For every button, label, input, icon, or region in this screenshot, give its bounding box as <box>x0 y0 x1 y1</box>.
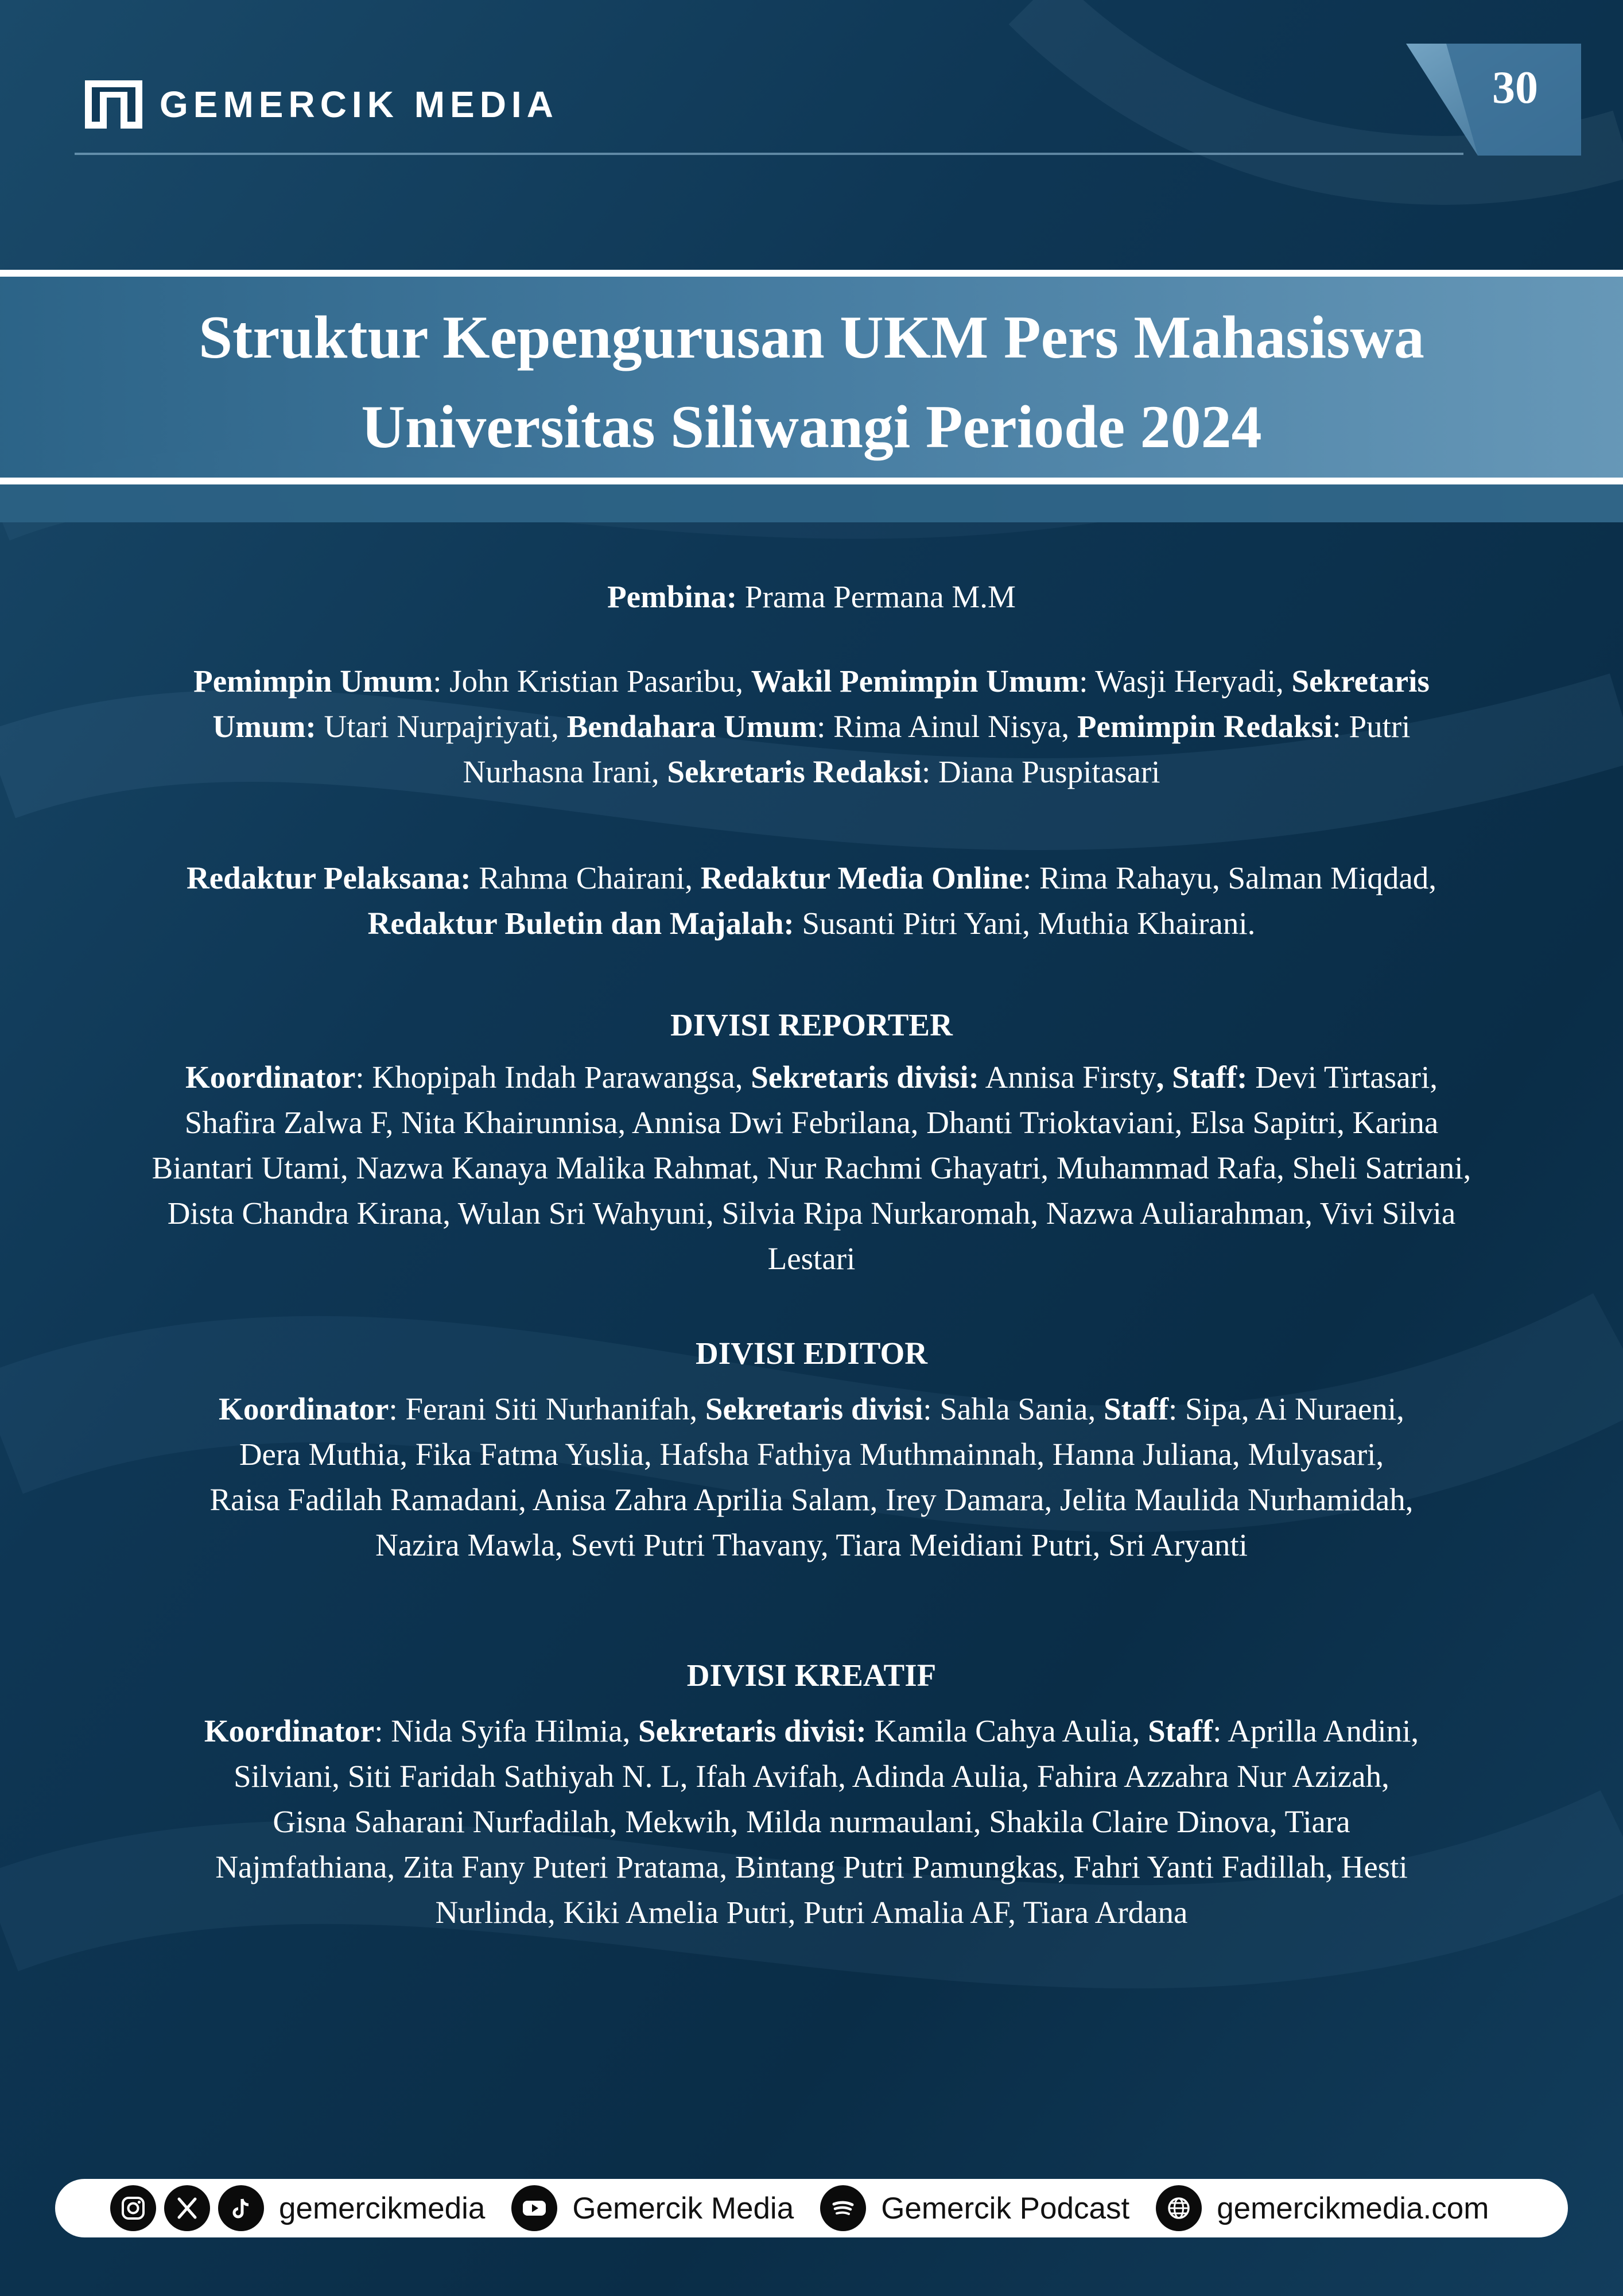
wakil-pemimpin-umum-label: Wakil Pemimpin Umum <box>751 664 1080 699</box>
reporter-sekretaris-label: Sekretaris divisi: <box>751 1060 979 1095</box>
editor-koordinator: : Ferani Siti Nurhanifah, <box>389 1391 705 1426</box>
page-title <box>0 293 1623 472</box>
website-link[interactable]: gemercikmedia.com <box>1217 2191 1489 2225</box>
spotify-icon[interactable] <box>820 2185 866 2231</box>
redaktur-buletin-value: Susanti Pitri Yani, Muthia Khairani. <box>794 906 1256 941</box>
title-line-1: Struktur Kepengurusan UKM Pers Mahasiswa <box>199 304 1424 371</box>
sekretaris-redaksi-value: : Diana Puspitasari <box>921 754 1160 789</box>
social-handle-text[interactable]: gemercikmedia <box>279 2191 486 2225</box>
redaktur-paragraph <box>178 855 1445 946</box>
umum-paragraph <box>149 658 1474 794</box>
x-icon[interactable] <box>164 2185 210 2231</box>
sekretaris-umum-value: Utari Nurpajriyati, <box>316 709 567 744</box>
kreatif-koordinator-label: Koordinator <box>204 1713 375 1748</box>
reporter-staff: Devi Tirtasari, Shafira Zalwa F, Nita Khairunnisa, Annisa Dwi Febrilana, Dhanti Trioktaviani, Elsa Sapitri, Karina Biantari Utami, Nazwa Kanaya Malika Rahmat, Nur Rachmi Ghayatri, Muhammad Rafa, Sheli Satriani, Dista Chandra Kirana, Wulan Sri Wahyuni, Silvia Ripa Nurkaromah, Nazwa Auliarahman, Vivi Silvia Lestari <box>152 1060 1471 1276</box>
pembina-paragraph <box>143 574 1480 619</box>
redaktur-buletin-label: Redaktur Buletin dan Majalah: <box>367 906 794 941</box>
content-area <box>143 574 1480 1935</box>
podcast-text[interactable]: Gemercik Podcast <box>881 2191 1130 2225</box>
sekretaris-redaksi-label: Sekretaris Redaksi <box>667 754 922 789</box>
division-heading-kreatif: DIVISI KREATIF <box>686 1658 937 1693</box>
reporter-koordinator-label: Koordinator <box>185 1060 356 1095</box>
kreatif-sekretaris: Kamila Cahya Aulia, <box>866 1713 1148 1748</box>
redaktur-pelaksana-label: Redaktur Pelaksana: <box>186 860 471 895</box>
youtube-channel-text[interactable]: Gemercik Media <box>572 2191 794 2225</box>
kreatif-staff: : Aprilla Andini, Silviani, Siti Faridah Sathiyah N. L, Ifah Avifah, Adinda Aulia, Fahira Azzahra Nur Azizah, Gisna Saharani Nurfadilah, Mekwih, Milda nurmaulani, Shakila Claire Dinova, Tiara Najmfathiana, Zita Fany Puteri Pratama, Bintang Putri Pamungkas, Fahri Yanti Fadillah, Hesti Nurlinda, Kiki Amelia Putri, Putri Amalia AF, Tiara Ardana <box>215 1713 1419 1930</box>
page-number: 30 <box>1492 63 1538 113</box>
tiktok-icon[interactable] <box>218 2185 264 2231</box>
editor-staff: : Sipa, Ai Nuraeni, Dera Muthia, Fika Fatma Yuslia, Hafsha Fathiya Muthmainnah, Hanna Juliana, Mulyasari, Raisa Fadilah Ramadani, Anisa Zahra Aprilia Salam, Irey Damara, Jelita Maulida Nurhamidah, Nazira Mawla, Sevti Putri Thavany, Tiara Meidiani Putri, Sri Aryanti <box>209 1391 1414 1562</box>
pemimpin-redaksi-label: Pemimpin Redaksi <box>1077 709 1333 744</box>
pembina-value: Prama Permana M.M <box>737 579 1016 614</box>
gemercik-logo-icon <box>85 80 142 129</box>
kreatif-sekretaris-label: Sekretaris divisi: <box>638 1713 867 1748</box>
pemimpin-umum-value: : John Kristian Pasaribu, <box>433 664 751 699</box>
bendahara-umum-label: Bendahara Umum <box>566 709 817 744</box>
division-body-reporter <box>143 1054 1480 1281</box>
youtube-icon[interactable] <box>511 2185 557 2231</box>
kreatif-koordinator: : Nida Syifa Hilmia, <box>374 1713 639 1748</box>
brand-name: GEMERCIK MEDIA <box>160 84 558 125</box>
pemimpin-umum-label: Pemimpin Umum <box>193 664 433 699</box>
bendahara-umum-value: : Rima Ainul Nisya, <box>817 709 1077 744</box>
editor-koordinator-label: Koordinator <box>219 1391 389 1426</box>
editor-staff-label: Staff <box>1103 1391 1169 1426</box>
editor-sekretaris: : Sahla Sania, <box>923 1391 1104 1426</box>
globe-icon[interactable] <box>1156 2185 1202 2231</box>
editor-sekretaris-label: Sekretaris divisi <box>705 1391 923 1426</box>
redaktur-media-online-label: Redaktur Media Online <box>700 860 1023 895</box>
kreatif-staff-label: Staff <box>1148 1713 1213 1748</box>
reporter-sekretaris: Annisa Firsty <box>979 1060 1156 1095</box>
redaktur-media-online-value: : Rima Rahayu, Salman Miqdad, <box>1023 860 1437 895</box>
brand-logo <box>85 80 558 129</box>
reporter-staff-label: , Staff: <box>1156 1060 1248 1095</box>
header-divider <box>75 153 1463 155</box>
reporter-koordinator: : Khopipah Indah Parawangsa, <box>355 1060 751 1095</box>
pemimpin-redaksi-value: : Putri Nurhasna Irani, <box>463 709 1411 789</box>
division-body-editor <box>201 1386 1422 1568</box>
sekretaris-umum-label: Sekretaris Umum: <box>212 664 1430 744</box>
redaktur-pelaksana-value: Rahma Chairani, <box>471 860 701 895</box>
wakil-pemimpin-umum-value: : Wasji Heryadi, <box>1079 664 1292 699</box>
division-heading-editor: DIVISI EDITOR <box>696 1336 927 1371</box>
division-heading-reporter: DIVISI REPORTER <box>670 1007 953 1042</box>
instagram-icon[interactable] <box>110 2185 156 2231</box>
title-line-2: Universitas Siliwangi Periode 2024 <box>361 393 1262 460</box>
pembina-label: Pembina: <box>607 579 737 614</box>
division-body-kreatif <box>201 1708 1422 1935</box>
footer-social-bar <box>55 2179 1568 2237</box>
